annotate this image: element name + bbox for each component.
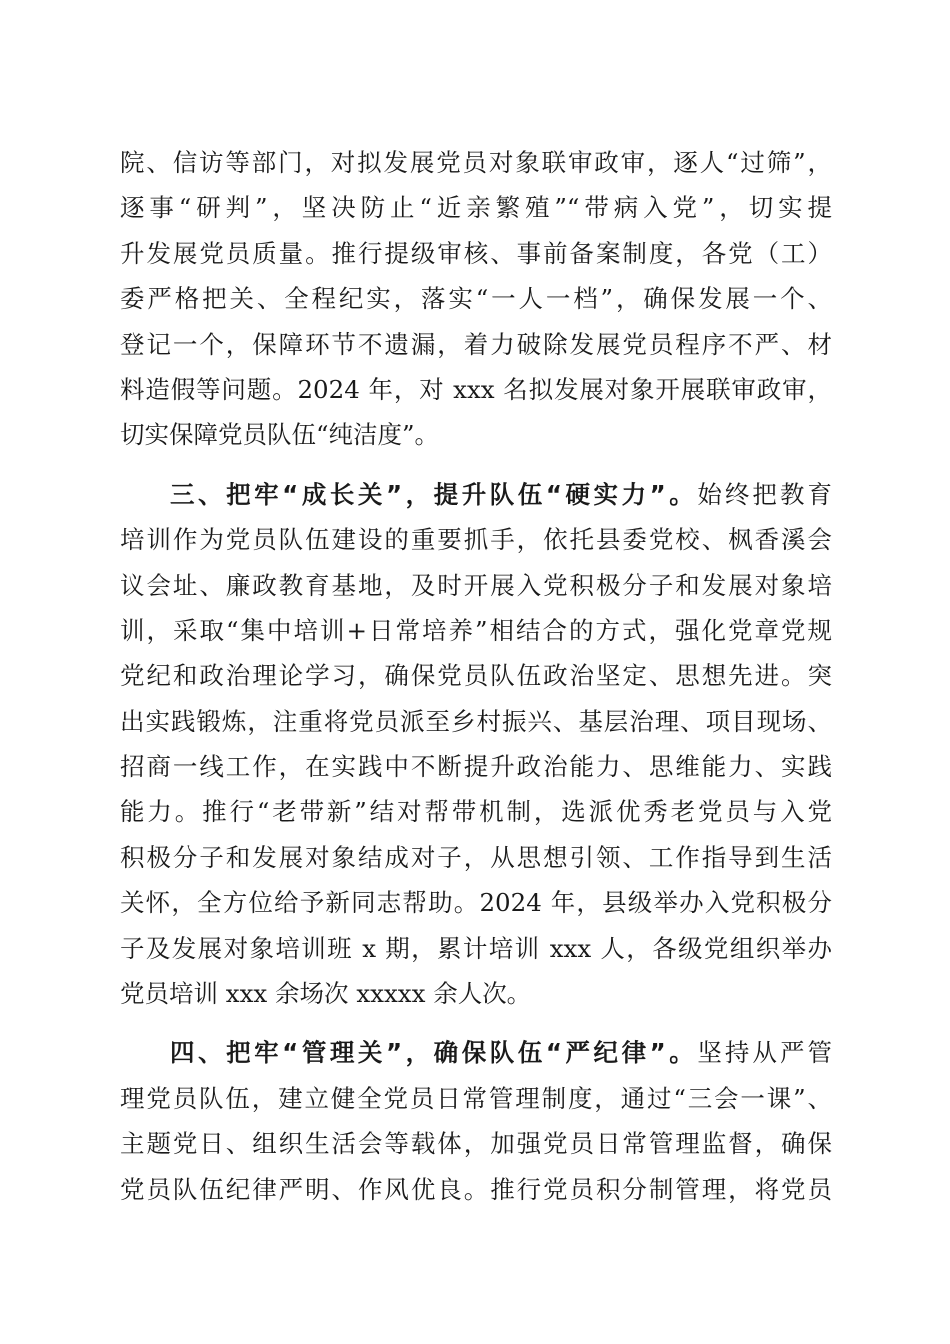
text-line: 升发展党员质量。推行提级审核、事前备案制度，各党（工） [120, 238, 832, 268]
text-line: 培训作为党员队伍建设的重要抓手，依托县委党校、枫香溪会 [120, 525, 832, 555]
paragraph-1 [120, 140, 832, 458]
paragraph-spacer [120, 458, 832, 472]
document-body [120, 140, 832, 1212]
text-line: 积极分子和发展对象结成对子，从思想引领、工作指导到生活 [120, 842, 832, 872]
heading-continuation: 始终把教育 [697, 479, 832, 509]
text-line: 党员队伍纪律严明、作风优良。推行党员积分制管理，将党员 [120, 1174, 832, 1204]
paragraph-2 [120, 472, 832, 1017]
text-line: 党员培训 xxx 余场次 xxxxx 余人次。 [120, 979, 532, 1009]
paragraph-spacer [120, 1016, 832, 1030]
text-line: 党纪和政治理论学习，确保党员队伍政治坚定、思想先进。突 [120, 661, 832, 691]
text-line: 院、信访等部门，对拟发展党员对象联审政审，逐人“过筛”， [120, 148, 832, 177]
text-line: 训，采取“集中培训+日常培养”相结合的方式，强化党章党规 [120, 615, 832, 645]
text-line: 逐事“研判”，坚决防止“近亲繁殖”“带病入党”，切实提 [120, 193, 832, 223]
text-line: 登记一个，保障环节不遗漏，着力破除发展党员程序不严、材 [120, 329, 832, 359]
paragraph-first-line [120, 472, 832, 517]
section-heading-3: 三、把牢“成长关”，提升队伍“硬实力”。 [170, 479, 698, 509]
text-line: 招商一线工作，在实践中不断提升政治能力、思维能力、实践 [120, 752, 832, 782]
text-line: 理党员队伍，建立健全党员日常管理制度，通过“三会一课”、 [120, 1083, 832, 1113]
text-line: 能力。推行“老带新”结对帮带机制，选派优秀老党员与入党 [120, 797, 832, 827]
paragraph-first-line [120, 1030, 832, 1075]
text-line: 料造假等问题。2024 年，对 xxx 名拟发展对象开展联审政审， [120, 374, 832, 404]
text-line: 切实保障党员队伍“纯洁度”。 [120, 420, 440, 450]
text-line: 主题党日、组织生活会等载体，加强党员日常管理监督，确保 [120, 1129, 832, 1159]
text-line: 关怀，全方位给予新同志帮助。2024 年，县级举办入党积极分 [120, 888, 832, 918]
text-line: 出实践锻炼，注重将党员派至乡村振兴、基层治理、项目现场、 [120, 706, 832, 736]
section-heading-4: 四、把牢“管理关”，确保队伍“严纪律”。 [170, 1038, 698, 1068]
paragraph-3 [120, 1030, 832, 1212]
text-line: 子及发展对象培训班 x 期，累计培训 xxx 人，各级党组织举办 [120, 933, 832, 963]
text-line: 议会址、廉政教育基地，及时开展入党积极分子和发展对象培 [120, 570, 832, 600]
text-line: 委严格把关、全程纪实，落实“一人一档”，确保发展一个、 [120, 284, 832, 314]
heading-continuation: 坚持从严管 [697, 1038, 832, 1068]
